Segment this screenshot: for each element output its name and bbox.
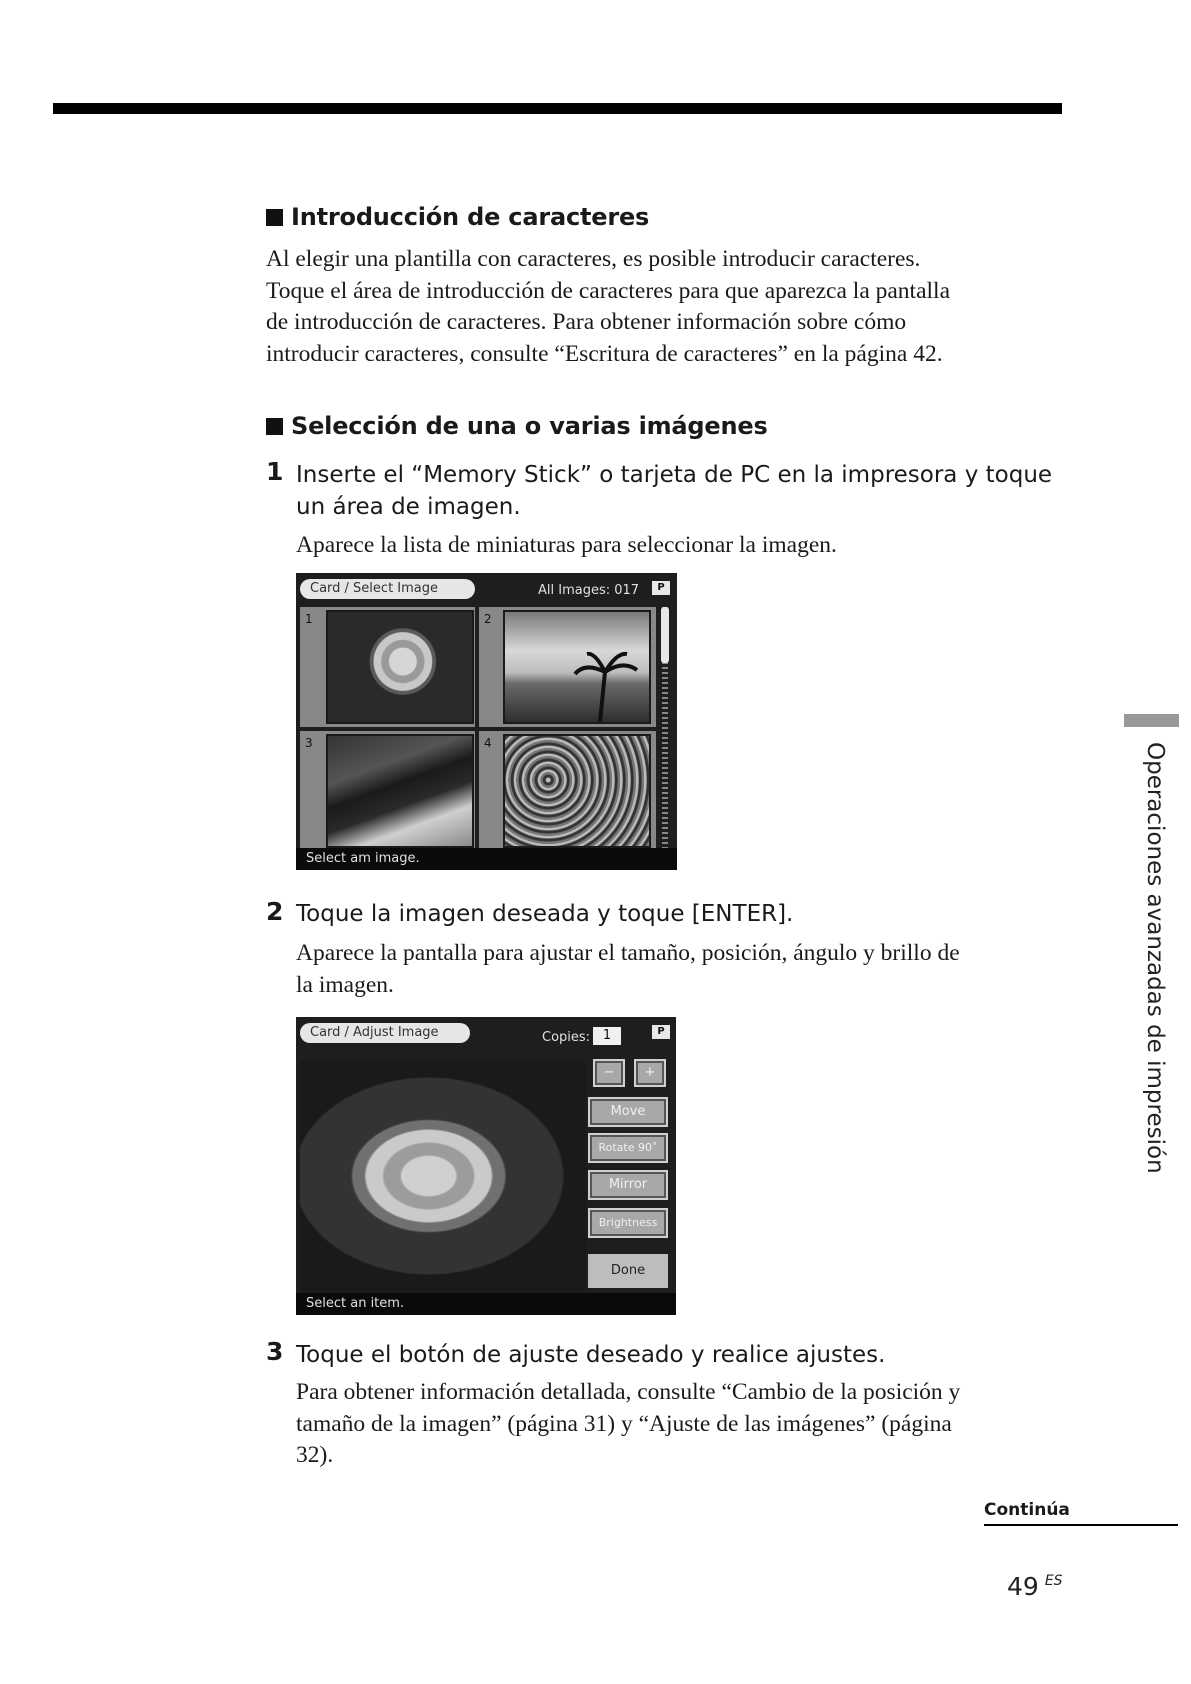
- rotate-button[interactable]: Rotate 90˚: [588, 1133, 668, 1163]
- coast-thumbnail: [326, 734, 474, 848]
- brightness-button[interactable]: Brightness: [588, 1208, 668, 1238]
- step3-description: Para obtener información detallada, consulte “Cambio de la posición y tamaño de la imagen” (página 31) y “Ajuste de las imágenes” (página 32).: [296, 1379, 961, 1468]
- section-heading-introduccion: Introducción de caracteres: [266, 203, 649, 231]
- text-line: Al elegir una plantilla con caracteres, es posible introducir caracteres.: [266, 246, 921, 272]
- move-button[interactable]: Move: [588, 1097, 668, 1127]
- step2-description: Aparece la pantalla para ajustar el tamaño, posición, ángulo y brillo de la imagen.: [296, 940, 960, 998]
- side-tab-marker: [1124, 714, 1179, 727]
- step-number-2: 2: [266, 897, 284, 926]
- thumbnail-cell-1[interactable]: 1: [300, 607, 475, 727]
- top-rule: [53, 103, 1062, 114]
- section-heading-seleccion: Selección de una o varias imágenes: [266, 412, 768, 440]
- section1-paragraph: [266, 244, 950, 370]
- adjust-image-screen: [296, 1017, 676, 1315]
- screen-title: Card / Adjust Image: [300, 1023, 470, 1043]
- status-bar: Select an item.: [296, 1293, 676, 1315]
- text-line: de introducción de caracteres. Para obtener información sobre cómo: [266, 309, 907, 335]
- printer-badge: P: [652, 1025, 670, 1039]
- page-number: 49 $^{ES}$: [1007, 1572, 1063, 1601]
- copies-field[interactable]: 1: [593, 1027, 621, 1045]
- copies-label: Copies:: [542, 1030, 591, 1045]
- image-count: All Images: 017: [538, 583, 640, 598]
- thumbnail-cell-3[interactable]: 3: [300, 731, 475, 852]
- scrollbar[interactable]: [662, 607, 668, 852]
- thumbnail-cell-2[interactable]: 2: [479, 607, 656, 727]
- step-number-1: 1: [266, 457, 284, 486]
- zoom-out-button[interactable]: −: [593, 1059, 625, 1087]
- text-line: Toque el área de introducción de caracteres para que aparezca la pantalla: [266, 277, 951, 304]
- rose-thumbnail: [326, 610, 474, 724]
- preview-image: [300, 1061, 586, 1291]
- continua-rule: [984, 1524, 1178, 1526]
- scrollbar-thumb[interactable]: [661, 607, 669, 663]
- flowers-thumbnail: [503, 734, 651, 848]
- step1-description: Aparece la lista de miniaturas para seleccionar la imagen.: [296, 532, 837, 558]
- step3-text: Toque el botón de ajuste deseado y realice ajustes.: [296, 1342, 886, 1368]
- square-bullet-icon: [266, 418, 283, 435]
- side-tab-label: Operaciones avanzadas de impresión: [1142, 742, 1168, 1174]
- zoom-in-button[interactable]: +: [634, 1059, 666, 1087]
- step1-text: Inserte el “Memory Stick” o tarjeta de PC en la impresora y toque un área de imagen.: [296, 462, 1053, 520]
- printer-badge: P: [652, 581, 670, 595]
- thumbnail-cell-4[interactable]: 4: [479, 731, 656, 852]
- palm-tree-icon: [505, 612, 649, 722]
- done-button[interactable]: Done: [588, 1254, 668, 1288]
- continua-label: Continúa: [984, 1500, 1070, 1520]
- text-line: introducir caracteres, consulte “Escritura de caracteres” en la página 42.: [266, 340, 943, 367]
- step-number-3: 3: [266, 1337, 284, 1366]
- select-image-screen: [296, 573, 677, 870]
- mirror-button[interactable]: Mirror: [588, 1170, 668, 1200]
- square-bullet-icon: [266, 209, 283, 226]
- palm-beach-thumbnail: [503, 610, 651, 724]
- screen-title: Card / Select Image: [300, 579, 475, 599]
- status-bar: Select am image.: [296, 848, 677, 870]
- step2-text: Toque la imagen deseada y toque [ENTER].: [296, 901, 794, 927]
